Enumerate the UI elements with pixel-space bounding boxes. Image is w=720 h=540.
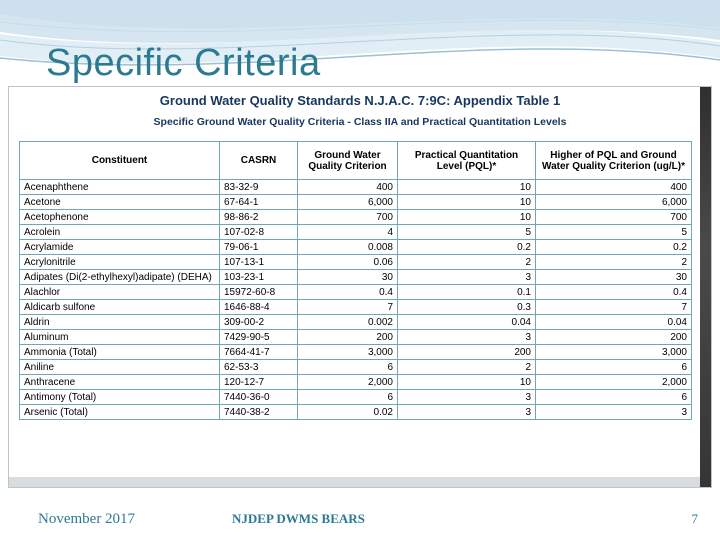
table-cell: 400: [298, 180, 398, 195]
footer-label: NJDEP DWMS BEARS: [232, 511, 365, 526]
table-cell: 309-00-2: [220, 315, 298, 330]
footer-date: November 2017: [38, 511, 136, 527]
table-cell: 7440-36-0: [220, 390, 298, 405]
table-cell: 200: [398, 345, 536, 360]
table-row: [20, 315, 692, 330]
table-row: [20, 360, 692, 375]
column-header: Higher of PQL and Ground Water Quality Criterion (ug/L)*: [536, 142, 692, 180]
table-cell: 0.1: [398, 285, 536, 300]
table-cell: Acrylonitrile: [20, 255, 220, 270]
table-row: [20, 330, 692, 345]
table-cell: 200: [536, 330, 692, 345]
table-cell: 30: [536, 270, 692, 285]
scrollbar-strip: [700, 87, 711, 487]
table-cell: 0.4: [536, 285, 692, 300]
table-cell: 0.002: [298, 315, 398, 330]
table-cell: 700: [298, 210, 398, 225]
table-cell: 7440-38-2: [220, 405, 298, 420]
table-cell: 0.008: [298, 240, 398, 255]
table-cell: Aluminum: [20, 330, 220, 345]
table-cell: 15972-60-8: [220, 285, 298, 300]
table-row: [20, 195, 692, 210]
table-cell: 2: [536, 255, 692, 270]
table-cell: 7429-90-5: [220, 330, 298, 345]
table-cell: 5: [398, 225, 536, 240]
table-cell: Antimony (Total): [20, 390, 220, 405]
table-row: [20, 225, 692, 240]
groundwater-table: [19, 141, 692, 420]
table-cell: 2,000: [536, 375, 692, 390]
table-cell: 3,000: [298, 345, 398, 360]
table-cell: Adipates (Di(2-ethylhexyl)adipate) (DEHA): [20, 270, 220, 285]
table-cell: Anthracene: [20, 375, 220, 390]
table-cell: 83-32-9: [220, 180, 298, 195]
table-cell: 103-23-1: [220, 270, 298, 285]
table-cell: Acetophenone: [20, 210, 220, 225]
table-cell: 2: [398, 360, 536, 375]
table-row: [20, 285, 692, 300]
table-cell: 1646-88-4: [220, 300, 298, 315]
table-row: [20, 180, 692, 195]
table-row: [20, 240, 692, 255]
table-cell: Acrylamide: [20, 240, 220, 255]
table-cell: 5: [536, 225, 692, 240]
table-cell: Acenaphthene: [20, 180, 220, 195]
table-cell: 6: [536, 360, 692, 375]
table-cell: 6: [298, 390, 398, 405]
table-screenshot: [8, 86, 712, 488]
table-cell: 3: [536, 405, 692, 420]
table-row: [20, 255, 692, 270]
table-cell: 79-06-1: [220, 240, 298, 255]
table-cell: 10: [398, 375, 536, 390]
table-cell: 6: [298, 360, 398, 375]
table-cell: Acrolein: [20, 225, 220, 240]
table-cell: Acetone: [20, 195, 220, 210]
table-cell: 10: [398, 180, 536, 195]
table-cell: 67-64-1: [220, 195, 298, 210]
table-cell: Aldrin: [20, 315, 220, 330]
column-header: Ground Water Quality Criterion: [298, 142, 398, 180]
table-cell: 7: [298, 300, 398, 315]
gw-table-body: [20, 180, 692, 420]
table-cell: 6,000: [298, 195, 398, 210]
table-cell: 0.3: [398, 300, 536, 315]
table-cell: 2,000: [298, 375, 398, 390]
screenshot-bottom-strip: [9, 477, 700, 487]
table-cell: 30: [298, 270, 398, 285]
table-cell: 0.02: [298, 405, 398, 420]
table-cell: 120-12-7: [220, 375, 298, 390]
table-cell: 0.2: [398, 240, 536, 255]
table-cell: 62-53-3: [220, 360, 298, 375]
table-cell: Ammonia (Total): [20, 345, 220, 360]
table-header-row: [20, 142, 692, 180]
table-cell: 3,000: [536, 345, 692, 360]
table-cell: 400: [536, 180, 692, 195]
table-cell: 0.06: [298, 255, 398, 270]
column-header: Constituent: [20, 142, 220, 180]
table-cell: 4: [298, 225, 398, 240]
table-cell: 98-86-2: [220, 210, 298, 225]
table-cell: 3: [398, 270, 536, 285]
table-cell: 7: [536, 300, 692, 315]
table-cell: 7664-41-7: [220, 345, 298, 360]
table-row: [20, 300, 692, 315]
table-row: [20, 405, 692, 420]
table-cell: 107-02-8: [220, 225, 298, 240]
table-cell: 6: [536, 390, 692, 405]
table-cell: Alachlor: [20, 285, 220, 300]
table-cell: 700: [536, 210, 692, 225]
table-row: [20, 345, 692, 360]
column-header: CASRN: [220, 142, 298, 180]
table-subtitle: Specific Ground Water Quality Criteria - Class IIA and Practical Quantitation Levels: [153, 116, 567, 128]
page-title: Specific Criteria: [46, 42, 321, 84]
table-row: [20, 270, 692, 285]
table-cell: 3: [398, 405, 536, 420]
table-cell: 107-13-1: [220, 255, 298, 270]
table-cell: Aldicarb sulfone: [20, 300, 220, 315]
table-cell: 2: [398, 255, 536, 270]
table-title: Ground Water Quality Standards N.J.A.C. 7:9C: Appendix Table 1: [159, 93, 561, 108]
column-header: Practical Quantitation Level (PQL)*: [398, 142, 536, 180]
table-cell: 0.2: [536, 240, 692, 255]
table-cell: 3: [398, 390, 536, 405]
table-cell: Aniline: [20, 360, 220, 375]
table-cell: Arsenic (Total): [20, 405, 220, 420]
table-cell: 0.4: [298, 285, 398, 300]
table-cell: 10: [398, 210, 536, 225]
table-row: [20, 375, 692, 390]
table-row: [20, 390, 692, 405]
table-cell: 0.04: [398, 315, 536, 330]
table-cell: 10: [398, 195, 536, 210]
table-cell: 3: [398, 330, 536, 345]
page-number: 7: [691, 511, 698, 526]
table-cell: 0.04: [536, 315, 692, 330]
table-cell: 6,000: [536, 195, 692, 210]
table-row: [20, 210, 692, 225]
table-cell: 200: [298, 330, 398, 345]
